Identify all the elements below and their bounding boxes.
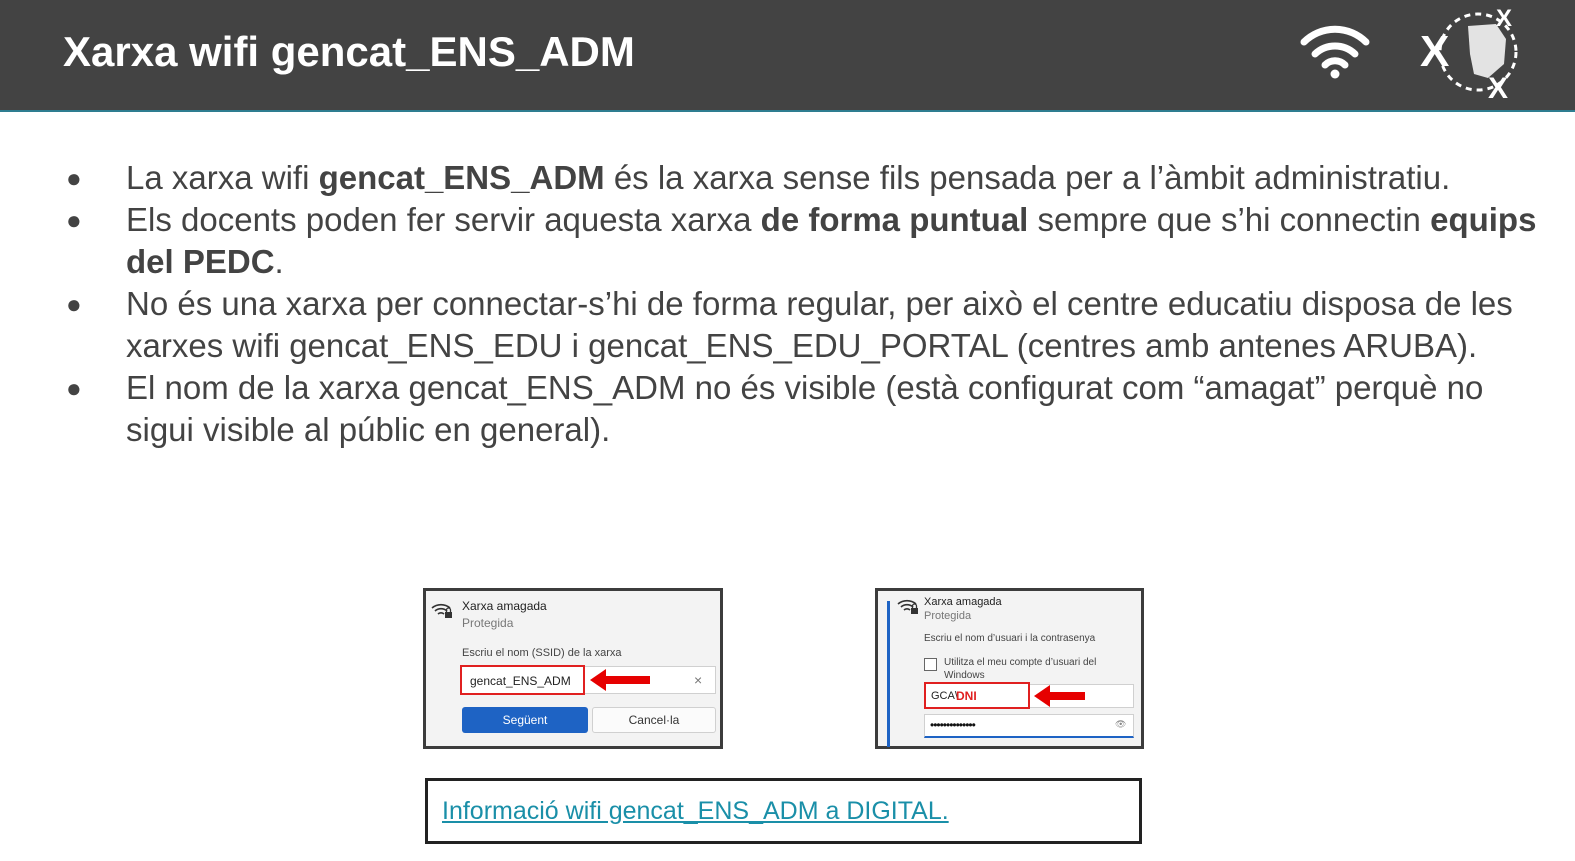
password-mask: •••••••••••••• xyxy=(930,718,975,732)
username-input[interactable] xyxy=(924,682,1030,709)
digital-info-link[interactable]: Informació wifi gencat_ENS_ADM a DIGITAL. xyxy=(442,797,949,825)
bullet-item xyxy=(66,283,1546,367)
bullet-item xyxy=(66,157,1546,199)
red-arrow-icon xyxy=(604,676,650,684)
bullet-item xyxy=(66,199,1546,283)
ssid-label: Escriu el nom (SSID) de la xarxa xyxy=(462,647,622,659)
wifi-lock-icon xyxy=(430,600,454,620)
bullet-bold-text: de forma puntual xyxy=(760,201,1029,238)
bullet-dot: ● xyxy=(66,163,82,193)
xtec-logo-icon xyxy=(1418,4,1528,100)
clear-icon[interactable]: × xyxy=(694,672,703,688)
svg-text:X: X xyxy=(1488,72,1509,100)
hidden-network-credentials-screenshot xyxy=(875,588,1144,749)
username-prefix: GCA\ xyxy=(931,690,958,702)
bullet-dot: ● xyxy=(66,289,82,319)
bullet-text: sempre que s’hi connectin xyxy=(1028,201,1431,238)
bullet-text: és la xarxa sense fils pensada per a l’àmbit administratiu. xyxy=(604,159,1451,196)
password-input[interactable] xyxy=(924,714,1134,738)
focus-accent-bar xyxy=(887,601,890,747)
info-link-box xyxy=(425,778,1142,844)
next-button[interactable]: Següent xyxy=(462,707,588,733)
use-windows-account-checkbox[interactable] xyxy=(924,658,937,671)
slide-title: Xarxa wifi gencat_ENS_ADM xyxy=(63,28,635,75)
reveal-password-icon[interactable]: 👁 xyxy=(1115,719,1127,729)
bullet-text: No és una xarxa per connectar-s’hi de forma regular, per això el centre educatiu disposa de les xarxes wifi gencat_ENS_EDU i gencat_ENS_EDU_PORTAL (centres amb antenes ARUBA). xyxy=(126,285,1513,364)
wifi-lock-icon xyxy=(896,596,920,616)
svg-text:X: X xyxy=(1496,5,1513,32)
username-dni: DNI xyxy=(956,689,977,703)
credentials-label: Escriu el nom d’usuari i la contrasenya xyxy=(924,633,1096,644)
wifi-icon xyxy=(1300,22,1370,80)
red-arrow-icon xyxy=(1048,692,1085,700)
checkbox-label: Utilitza el meu compte d’usuari del Windows xyxy=(944,657,1097,681)
bullet-list xyxy=(66,157,1546,451)
bullet-bold-text: equips del PEDC xyxy=(126,201,1537,280)
ssid-input[interactable] xyxy=(460,665,585,695)
cancel-button[interactable]: Cancel·la xyxy=(592,707,716,733)
bullet-item xyxy=(66,367,1546,451)
network-title: Xarxa amagada xyxy=(462,599,547,613)
ssid-value: gencat_ENS_ADM xyxy=(470,674,571,688)
network-status: Protegida xyxy=(924,610,972,622)
network-title: Xarxa amagada xyxy=(924,596,1002,608)
svg-text:X: X xyxy=(1420,27,1450,76)
bullet-text: El nom de la xarxa gencat_ENS_ADM no és visible (està configurat com “amagat” perquè no sigui visible al públic en general). xyxy=(126,369,1484,448)
slide-header xyxy=(0,0,1575,112)
bullet-dot: ● xyxy=(66,373,82,403)
bullet-bold-text: gencat_ENS_ADM xyxy=(318,159,605,196)
network-status: Protegida xyxy=(462,616,514,630)
bullet-text: La xarxa wifi xyxy=(126,159,319,196)
bullet-dot: ● xyxy=(66,205,82,235)
hidden-network-ssid-screenshot xyxy=(423,588,723,749)
bullet-text: . xyxy=(274,243,284,280)
bullet-text: Els docents poden fer servir aquesta xarxa xyxy=(126,201,761,238)
